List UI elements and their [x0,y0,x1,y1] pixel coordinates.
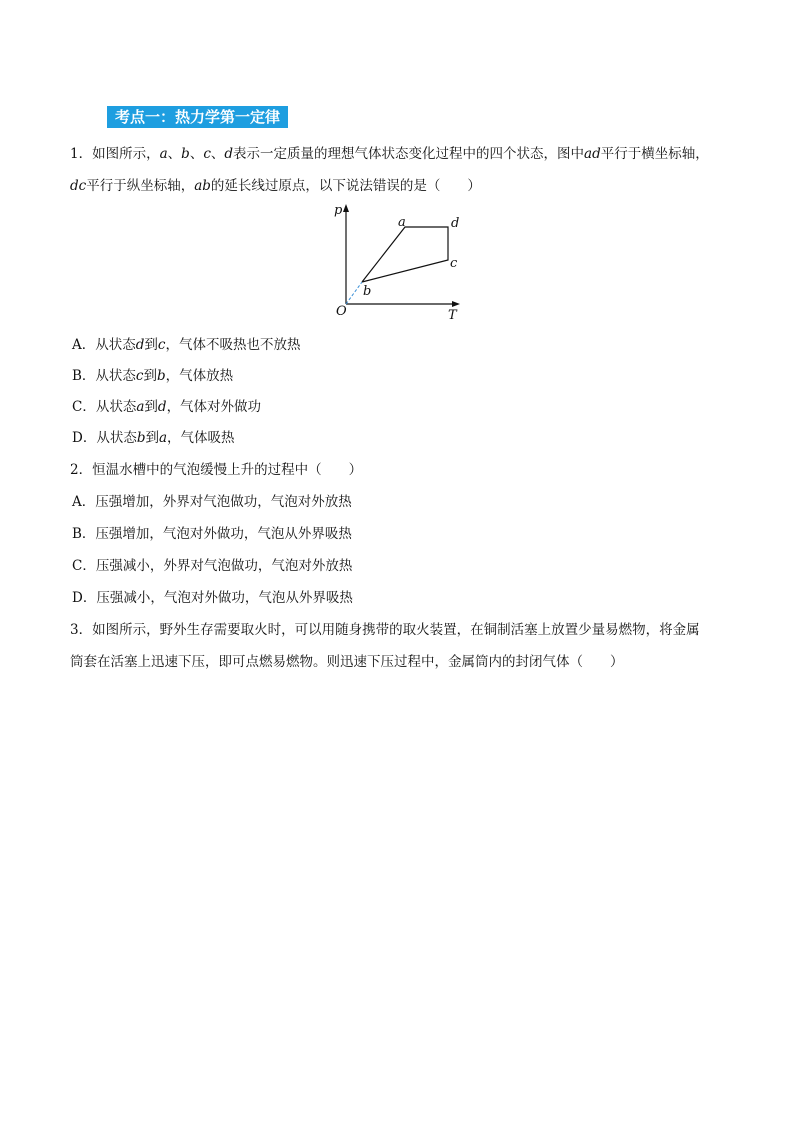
process-path [362,227,448,282]
q1-option-c[interactable]: C．从状态a到d，气体对外做功 [72,399,262,415]
q3-line2: 筒套在活塞上迅速下压，即可点燃易燃物。则迅速下压过程中，金属筒内的封闭气体（ ） [70,654,624,670]
y-axis-arrow [343,204,349,212]
x-axis-arrow [452,301,460,307]
pt-diagram [330,200,470,325]
point-label-c: c [450,256,458,271]
q1-option-b[interactable]: B．从状态c到b，气体放热 [72,368,234,384]
q3-line1: 3．如图所示，野外生存需要取火时，可以用随身携带的取火装置，在铜制活塞上放置少量易燃物，将金属 [70,622,700,638]
q2-option-c[interactable]: C．压强减小，外界对气泡做功，气泡对外放热 [72,558,353,574]
point-label-a: a [398,215,406,230]
point-label-b: b [363,284,372,299]
point-label-d: d [451,216,460,231]
origin-label: O [336,304,347,319]
axis-label-t: T [448,308,457,323]
q1-option-d[interactable]: D．从状态b到a，气体吸热 [72,430,235,446]
extension-line [346,282,362,304]
q1-line2: dc平行于纵坐标轴，ab的延长线过原点，以下说法错误的是（ ） [70,178,481,194]
q2-option-b[interactable]: B．压强增加，气泡对外做功，气泡从外界吸热 [72,526,352,542]
axis-label-p: p [334,203,343,218]
q1-line1: 1．如图所示，a、b、c、d表示一定质量的理想气体状态变化过程中的四个状态，图中ad平行于横坐标轴， [70,146,709,162]
q2-option-d[interactable]: D．压强减小，气泡对外做功，气泡从外界吸热 [72,590,353,606]
q2-option-a[interactable]: A．压强增加，外界对气泡做功，气泡对外放热 [72,494,352,510]
q2-stem: 2．恒温水槽中的气泡缓慢上升的过程中（ ） [70,462,363,478]
section-tag: 考点一：热力学第一定律 [107,106,288,128]
q1-option-a[interactable]: A．从状态d到c，气体不吸热也不放热 [72,337,301,353]
